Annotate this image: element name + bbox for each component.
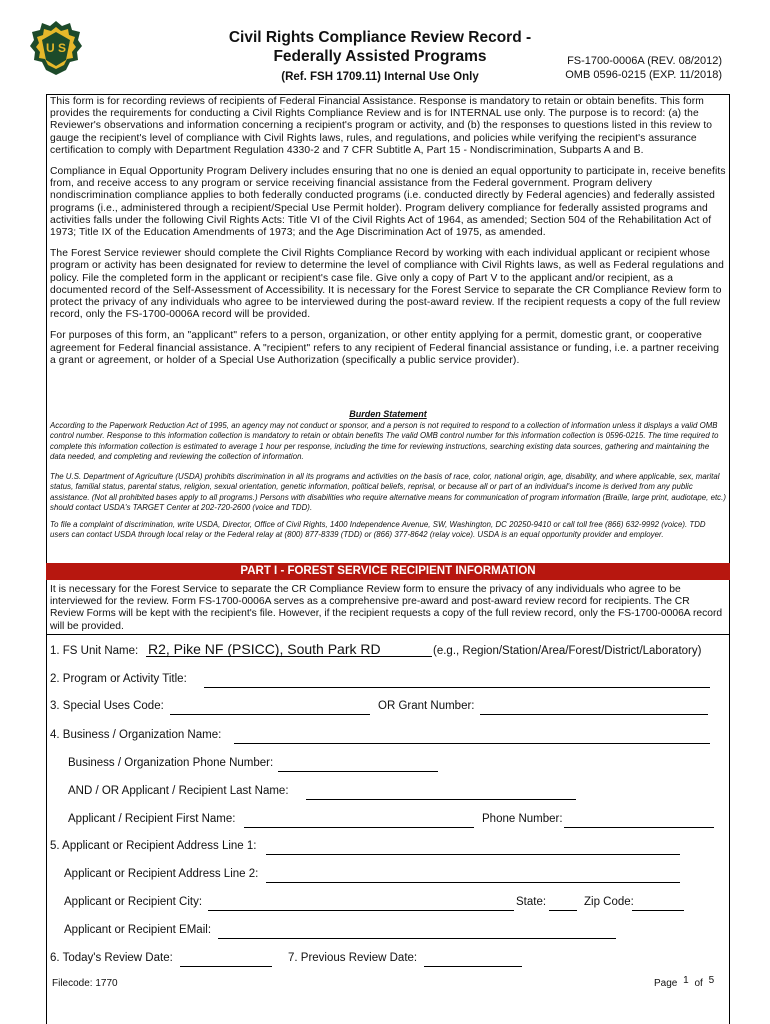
intro-paragraph-4: For purposes of this form, an "applicant" refers to a person, organization, or other entity applying for a permit, domestic grant, or cooperative agreement for Federal financial assistance. A "recipient" refers to any recipient of Federal financial assistance or funding, i.e. a partner receiving a grant or agreement, or holder of a Special Use Authorization (specifically a public service provider). bbox=[50, 330, 720, 366]
business-name-field[interactable] bbox=[234, 730, 710, 744]
intro-paragraph-3: The Forest Service reviewer should complete the Civil Rights Compliance Record by working with each individual applicant or recipient whose program or activity has been designated for review to determine the level of compliance with Civil Rights laws, as well as Federal regulations and policy. File the completed form in the applicant or recipient's case file. Give only a copy of Part V to the applicant and/or recipient, as a documented record of the Self-Assessment of Accessibility. It is necessary for the Forest Service to separate the CR Compliance Review form to protect the privacy of any individuals who agree to be interviewed during the post-award review. If the recipient requests a copy of the full review record, only the FS-1700-0006A record will be provided. bbox=[50, 248, 724, 321]
form-title-line1: Civil Rights Compliance Review Record - bbox=[228, 29, 532, 46]
intro-paragraph-1: This form is for recording reviews of recipients of Federal Financial Assistance. Response is mandatory to retain or obtain benefits. This form provides the requirements for conducting a Civil Rights Compliance Review and is for INTERNAL use only. The purpose is to record: (a) the Reviewer's observations and information concerning a recipient's program or activity, and (b) the responses to questions listed in this review to gauge the recipient's level of compliance with Civil Rights laws, rules, and regulations, and policies while verifying the recipient's assurance certification to comply with Department Regulation 4330-2 and 7 CFR Subtitle A, Part 15 - Nondiscrimination, Subparts A and B. bbox=[50, 96, 713, 156]
form-title-block bbox=[180, 28, 580, 83]
zip-code-label: Zip Code: bbox=[584, 896, 634, 908]
first-name-label: Applicant / Recipient First Name: bbox=[68, 813, 236, 825]
burden-statement-title: Burden Statement bbox=[349, 409, 427, 419]
logo-text: U S bbox=[45, 41, 67, 55]
address-line1-label: 5. Applicant or Recipient Address Line 1: bbox=[50, 840, 257, 852]
part1-note: It is necessary for the Forest Service to separate the CR Compliance Review form to ensure the privacy of any individuals who agree to be interviewed for the review. Form FS-1700-0006A serves as a comprehensive pre-award and post-award review record for recipients. The CR Review Forms will be kept with the recipient's file. However, if the recipient requests a copy of the full review record, only the FS-1700-0006A record will be provided. bbox=[50, 584, 723, 632]
of-word: of bbox=[694, 978, 703, 989]
grant-number-field[interactable] bbox=[480, 701, 708, 715]
page-indicator bbox=[654, 975, 717, 989]
phone-number-field[interactable] bbox=[564, 814, 714, 828]
program-title-label: 2. Program or Activity Title: bbox=[50, 673, 187, 685]
omb-number: OMB 0596-0215 (EXP. 11/2018) bbox=[565, 69, 722, 81]
business-name-label: 4. Business / Organization Name: bbox=[50, 729, 222, 741]
state-field[interactable] bbox=[549, 897, 577, 911]
form-identifier bbox=[565, 54, 722, 82]
fs-unit-label: 1. FS Unit Name: bbox=[50, 645, 139, 657]
previous-review-date-label: 7. Previous Review Date: bbox=[288, 952, 418, 964]
state-label: State: bbox=[516, 896, 547, 908]
form-reference: (Ref. FSH 1709.11) Internal Use Only bbox=[281, 71, 479, 83]
burden-paragraph-1: According to the Paperwork Reduction Act of 1995, an agency may not conduct or sponsor, and a person is not required to respond to a collection of information unless it displays a valid OMB control number. Response to this information collection is mandatory to retain or obtain benefits The valid OMB control number for this information collection is 0596-0215. The time required to complete this information collection is estimated to average 1 hour per response, including the time for reviewing instructions, searching existing data sources, gathering and maintaining the data needed, and completing and reviewing the collection of information. bbox=[50, 421, 719, 461]
intro-paragraph-2: Compliance in Equal Opportunity Program Delivery includes ensuring that no one is denied an equal opportunity to participate in, receive benefits from, and receive access to any program or service receiving financial assistance from the Federal government. Program delivery nondiscrimination compliance applies to both federally conducted programs (i.e. conducted directly by Federal agencies) and federally assisted programs (i.e., administered through a recipient/Special Use Permit holder). Program delivery compliance for federally assisted programs and activities falls under the following Civil Rights Acts: Title VI of the Civil Rights Act of 1964, as amended; Section 504 of the Rehabilitation Act of 1973; Title IX of the Education Amendments of 1973; and the Age Discrimination Act of 1975, as amended. bbox=[50, 166, 726, 239]
intro-section bbox=[50, 96, 726, 376]
address-line2-field[interactable] bbox=[266, 869, 680, 883]
fs-unit-hint: (e.g., Region/Station/Area/Forest/District/Laboratory) bbox=[433, 645, 702, 657]
email-field[interactable] bbox=[218, 925, 616, 939]
review-date-field[interactable] bbox=[180, 953, 272, 967]
page-total: 5 bbox=[708, 975, 715, 986]
city-field[interactable] bbox=[208, 897, 514, 911]
form-title-line2: Federally Assisted Programs bbox=[273, 48, 487, 65]
fs-unit-value: R2, Pike NF (PSICC), South Park RD bbox=[148, 641, 381, 657]
special-uses-code-field[interactable] bbox=[170, 701, 370, 715]
special-uses-code-label: 3. Special Uses Code: bbox=[50, 700, 164, 712]
city-label: Applicant or Recipient City: bbox=[64, 896, 203, 908]
address-line2-label: Applicant or Recipient Address Line 2: bbox=[64, 868, 259, 880]
part1-heading: PART I - FOREST SERVICE RECIPIENT INFORMATION bbox=[46, 563, 730, 580]
zip-code-field[interactable] bbox=[632, 897, 684, 911]
nondiscrimination-paragraph: The U.S. Department of Agriculture (USDA) prohibits discrimination in all its programs and activities on the basis of race, color, national origin, age, disability, and where applicable, sex, marital status, familial status, parental status, religion, sexual orientation, genetic information, political beliefs, reprisal, or because all or part of an individual's income is derived from any public assistance. (Not all prohibited bases apply to all programs.) Persons with disabilities who require alternative means for communication of program information (Braille, large print, audiotape, etc.) should contact USDA's TARGET Center at 202-720-2600 (voice and TDD). bbox=[50, 472, 726, 512]
page-word: Page bbox=[654, 978, 678, 989]
section-divider bbox=[46, 634, 730, 635]
address-line1-field[interactable] bbox=[266, 841, 680, 855]
complaint-paragraph: To file a complaint of discrimination, write USDA, Director, Office of Civil Rights, 1400 Independence Avenue, SW, Washington, DC 20250-9410 or call toll free (866) 632-9992 (voice). TDD users can contact USDA through local relay or the Federal relay at (800) 877-8339 (TDD) or (866) 377-8642 (relay voice). USDA is an equal opportunity provider and employer. bbox=[50, 520, 706, 540]
email-label: Applicant or Recipient EMail: bbox=[64, 924, 212, 936]
filecode: Filecode: 1770 bbox=[52, 978, 118, 989]
last-name-label: AND / OR Applicant / Recipient Last Name: bbox=[68, 785, 289, 797]
usfs-shield-logo bbox=[30, 20, 82, 76]
previous-review-date-field[interactable] bbox=[424, 953, 522, 967]
business-phone-label: Business / Organization Phone Number: bbox=[68, 757, 274, 769]
first-name-field[interactable] bbox=[244, 814, 474, 828]
grant-number-label: OR Grant Number: bbox=[378, 700, 475, 712]
review-date-label: 6. Today's Review Date: bbox=[50, 952, 173, 964]
phone-number-label: Phone Number: bbox=[482, 813, 563, 825]
business-phone-field[interactable] bbox=[278, 758, 438, 772]
last-name-field[interactable] bbox=[306, 786, 576, 800]
program-title-field[interactable] bbox=[204, 674, 710, 688]
page-number: 1 bbox=[683, 975, 689, 986]
form-number: FS-1700-0006A (REV. 08/2012) bbox=[567, 55, 722, 67]
